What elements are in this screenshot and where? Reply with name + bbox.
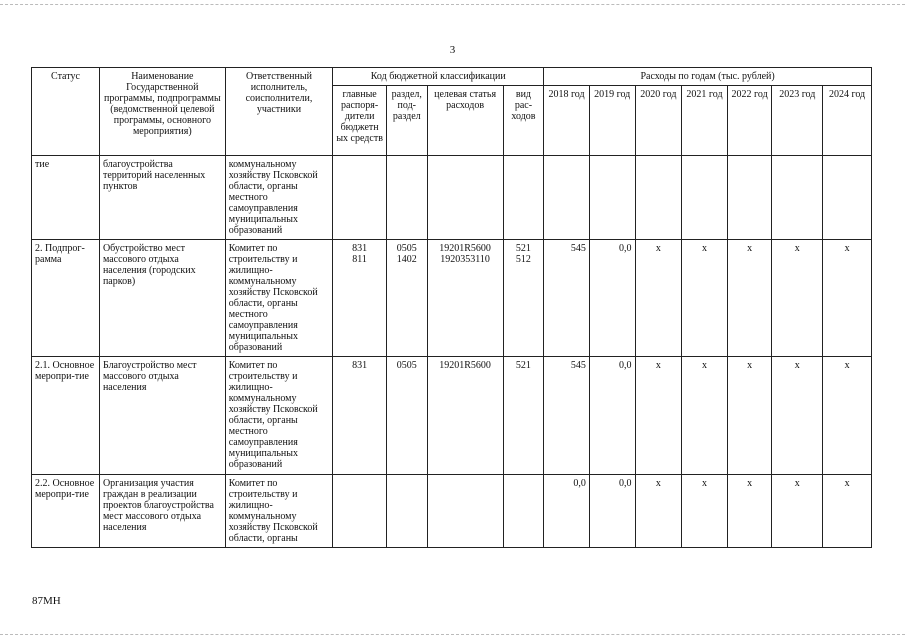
header-type: вид рас-ходов xyxy=(503,86,544,156)
cell-value: х xyxy=(823,357,872,475)
cell-value: х xyxy=(635,357,682,475)
header-year: 2024 год xyxy=(823,86,872,156)
cell-status: 2.1. Основное меропри-тие xyxy=(32,357,100,475)
header-expenses: Расходы по годам (тыс. рублей) xyxy=(544,68,872,86)
cell-value: х xyxy=(635,240,682,357)
cell-value: х xyxy=(635,475,682,548)
cell-type: 521 512 xyxy=(503,240,544,357)
cell-value xyxy=(544,156,590,240)
cell-value xyxy=(682,156,728,240)
table-row xyxy=(32,475,872,548)
header-section: раздел, под-раздел xyxy=(387,86,428,156)
cell-value: 0,0 xyxy=(589,240,635,357)
cell-grbs: 831 xyxy=(333,357,387,475)
cell-executor: Комитет по строительству и жилищно-коммунальному хозяйству Псковской области, органы местного самоуправления муниципальных образований xyxy=(225,357,333,475)
header-executor: Ответственный исполнитель, соисполнители, участники xyxy=(225,68,333,156)
cell-name: Организация участия граждан в реализации проектов благоустройства мест массового отдыха населения xyxy=(99,475,225,548)
scan-bottom-edge xyxy=(0,634,905,635)
scan-top-edge xyxy=(0,4,905,5)
cell-value: х xyxy=(682,475,728,548)
cell-target: 19201R5600 xyxy=(427,357,503,475)
header-year: 2023 год xyxy=(772,86,823,156)
table-row xyxy=(32,156,872,240)
header-program-name: Наименование Государственной программы, подпрограммы (ведомственной целевой программы, основного мероприятия) xyxy=(99,68,225,156)
header-year: 2022 год xyxy=(727,86,772,156)
cell-value xyxy=(635,156,682,240)
cell-target: 19201R5600 1920353110 xyxy=(427,240,503,357)
cell-status: 2.2. Основное меропри-тие xyxy=(32,475,100,548)
cell-type: 521 xyxy=(503,357,544,475)
cell-value xyxy=(772,156,823,240)
header-grbs: главные распоря-дители бюджетн ых средств xyxy=(333,86,387,156)
cell-grbs xyxy=(333,475,387,548)
cell-name: Благоустройство мест массового отдыха населения xyxy=(99,357,225,475)
cell-value: х xyxy=(823,475,872,548)
cell-value: 545 xyxy=(544,240,590,357)
cell-section: 0505 1402 xyxy=(387,240,428,357)
cell-grbs xyxy=(333,156,387,240)
cell-executor: Комитет по строительству и жилищно-коммунальному хозяйству Псковской области, органы местного самоуправления муниципальных образований xyxy=(225,240,333,357)
header-year: 2020 год xyxy=(635,86,682,156)
budget-table xyxy=(31,67,872,548)
cell-value xyxy=(727,156,772,240)
cell-section xyxy=(387,156,428,240)
cell-target xyxy=(427,475,503,548)
cell-value: х xyxy=(823,240,872,357)
cell-name: благоустройства территорий населенных пунктов xyxy=(99,156,225,240)
cell-target xyxy=(427,156,503,240)
cell-section: 0505 xyxy=(387,357,428,475)
table-row xyxy=(32,357,872,475)
cell-value: 0,0 xyxy=(589,475,635,548)
cell-value: х xyxy=(772,357,823,475)
cell-section xyxy=(387,475,428,548)
cell-grbs: 831 811 xyxy=(333,240,387,357)
cell-value xyxy=(589,156,635,240)
header-budget-code: Код бюджетной классификации xyxy=(333,68,544,86)
cell-value: х xyxy=(682,240,728,357)
cell-value: х xyxy=(682,357,728,475)
header-target: целевая статья расходов xyxy=(427,86,503,156)
cell-value: х xyxy=(727,240,772,357)
cell-value: 0,0 xyxy=(589,357,635,475)
header-year: 2021 год xyxy=(682,86,728,156)
cell-executor: коммунальному хозяйству Псковской области, органы местного самоуправления муниципальных образований xyxy=(225,156,333,240)
cell-status: 2. Подпрог-рамма xyxy=(32,240,100,357)
cell-value: х xyxy=(727,475,772,548)
cell-name: Обустройство мест массового отдыха населения (городских парков) xyxy=(99,240,225,357)
header-year: 2019 год xyxy=(589,86,635,156)
cell-value: х xyxy=(727,357,772,475)
document-code: 87МН xyxy=(32,595,61,607)
table-row xyxy=(32,240,872,357)
page-number: 3 xyxy=(449,44,456,56)
cell-value: х xyxy=(772,240,823,357)
cell-value: 545 xyxy=(544,357,590,475)
cell-type xyxy=(503,156,544,240)
header-year: 2018 год xyxy=(544,86,590,156)
cell-value: х xyxy=(772,475,823,548)
cell-type xyxy=(503,475,544,548)
cell-value: 0,0 xyxy=(544,475,590,548)
cell-value xyxy=(823,156,872,240)
cell-status: тие xyxy=(32,156,100,240)
cell-executor: Комитет по строительству и жилищно-коммунальному хозяйству Псковской области, органы xyxy=(225,475,333,548)
header-status: Статус xyxy=(32,68,100,156)
